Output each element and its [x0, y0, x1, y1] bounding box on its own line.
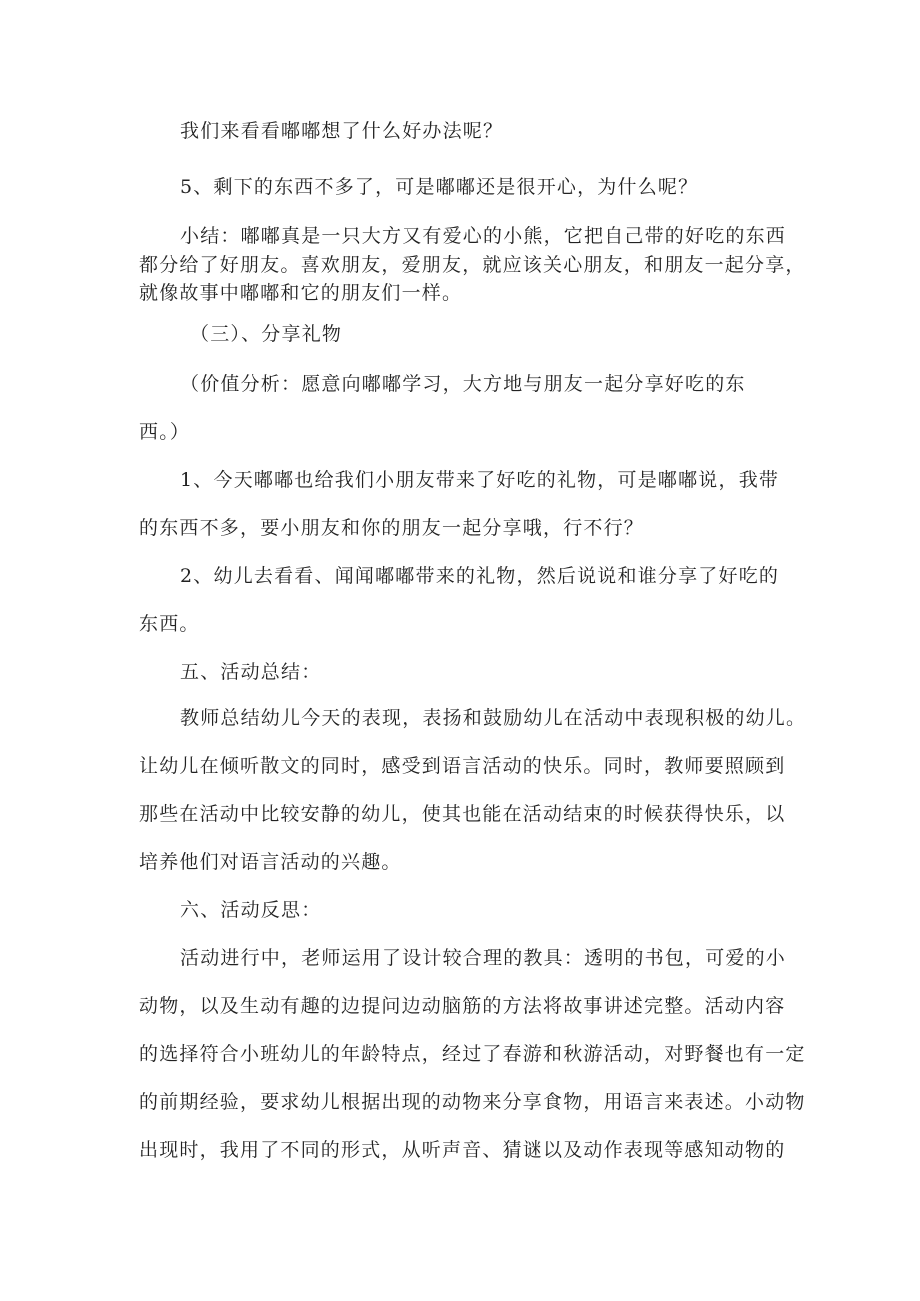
- text-line: 2、幼儿去看看、闻闻嘟嘟带来的礼物，然后说说和谁分享了好吃的: [180, 565, 780, 587]
- text-line: 的选择符合小班幼儿的年龄特点，经过了春游和秋游活动，对野餐也有一定: [139, 1043, 806, 1065]
- text-line: 培养他们对语言活动的兴趣。: [139, 851, 402, 873]
- text-line: 动物，以及生动有趣的边提问边动脑筋的方法将故事讲述完整。活动内容: [139, 995, 786, 1017]
- text-line: （价值分析：愿意向嘟嘟学习，大方地与朋友一起分享好吃的东: [180, 373, 746, 395]
- text-line: 那些在活动中比较安静的幼儿，使其也能在活动结束的时候获得快乐，以: [139, 803, 786, 825]
- text-line: 出现时，我用了不同的形式，从听声音、猜谜以及动作表现等感知动物的: [139, 1139, 786, 1161]
- text-line: 1、今天嘟嘟也给我们小朋友带来了好吃的礼物，可是嘟嘟说，我带: [180, 469, 780, 491]
- text-line: 5、剩下的东西不多了，可是嘟嘟还是很开心，为什么呢？: [180, 176, 699, 198]
- text-line: 西。）: [139, 421, 191, 443]
- section-heading: 六、活动反思：: [180, 899, 322, 921]
- text-line: 就像故事中嘟嘟和它的朋友们一样。: [139, 282, 463, 304]
- text-line: 让幼儿在倾听散文的同时，感受到语言活动的快乐。同时，教师要照顾到: [139, 755, 786, 777]
- section-heading: （三）、分享礼物: [190, 323, 343, 345]
- text-line: 东西。: [139, 613, 200, 635]
- text-line: 的前期经验，要求幼儿根据出现的动物来分享食物，用语言来表述。小动物: [139, 1091, 806, 1113]
- text-line: 教师总结幼儿今天的表现，表扬和鼓励幼儿在活动中表现积极的幼儿。: [180, 707, 807, 729]
- text-line: 小结：嘟嘟真是一只大方又有爱心的小熊，它把自己带的好吃的东西: [180, 225, 787, 247]
- text-line: 活动进行中，老师运用了设计较合理的教具：透明的书包，可爱的小: [180, 947, 787, 969]
- text-line: 都分给了好朋友。喜欢朋友，爱朋友，就应该关心朋友，和朋友一起分享，: [139, 254, 806, 276]
- text-line: 我们来看看嘟嘟想了什么好办法呢？: [180, 120, 504, 142]
- section-heading: 五、活动总结：: [180, 661, 322, 683]
- text-line: 的东西不多，要小朋友和你的朋友一起分享哦，行不行？: [139, 517, 645, 539]
